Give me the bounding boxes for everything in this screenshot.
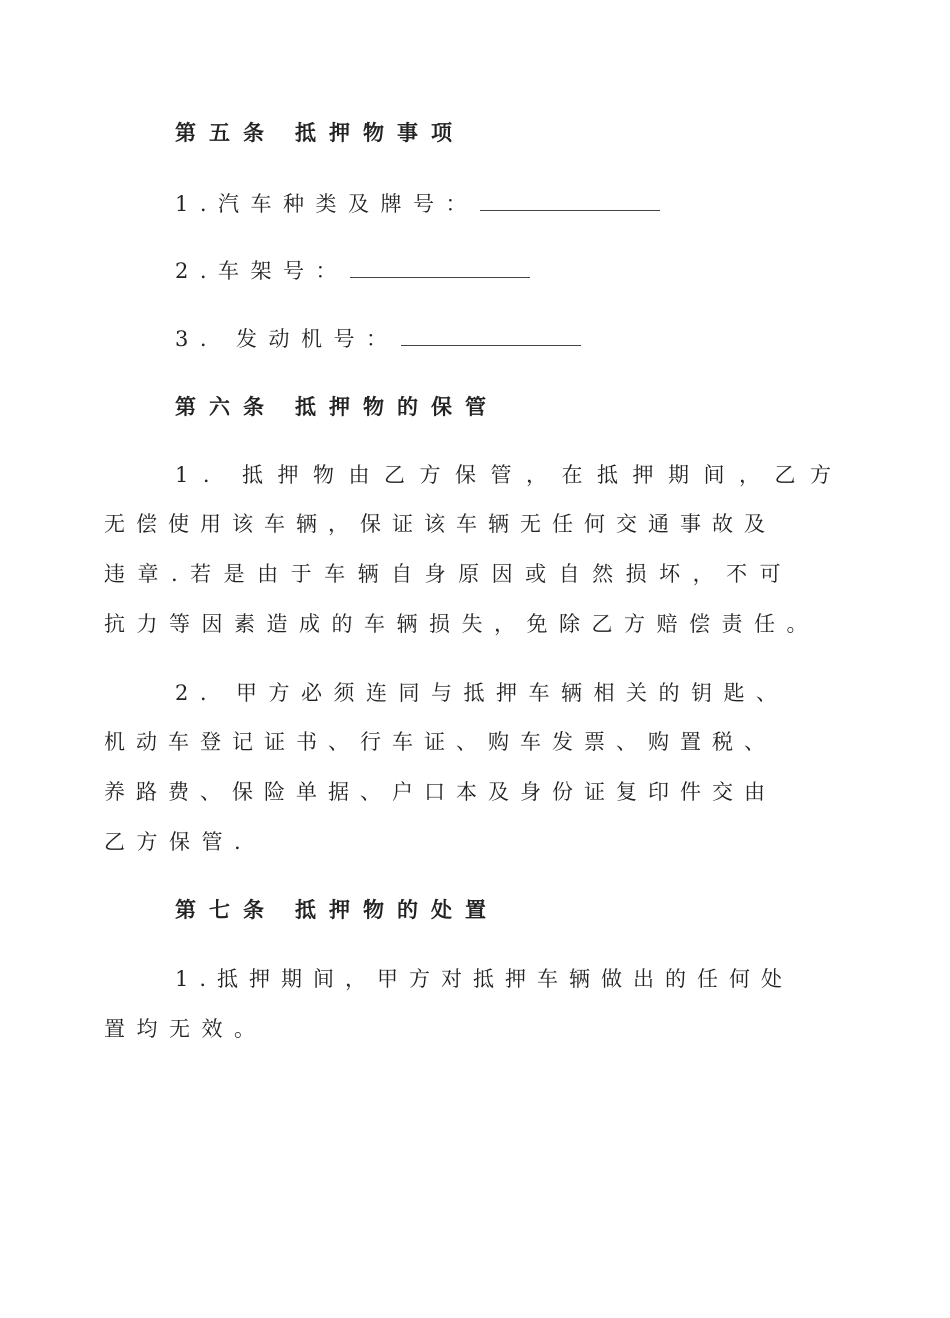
article-6-p2-line-2: 机动车登记证书、行车证、购车发票、购置税、 [104,730,776,754]
article-5-heading [175,118,945,148]
article-7-number: 第七条 [175,897,277,922]
article-6-title: 抵押物的保管 [295,394,499,419]
frame-number-blank [350,256,530,278]
article-6-p1-line-4: 抗力等因素造成的车辆损失，免除乙方赔偿责任。 [104,612,819,636]
article-6-p2-line-4: 乙方保管. [104,830,253,854]
article-6-p2-line-1 [175,678,945,708]
article-6-p2-text-1: 甲方必须连同与抵押车辆相关的钥匙、 [236,681,789,705]
article-6-number: 第六条 [175,394,277,419]
article-5-item-3 [175,324,945,354]
article-7-p1-line-2: 置均无效。 [104,1017,267,1041]
article-5-item-2 [175,256,945,286]
article-7-p1-line-1: 1.抵押期间，甲方对抵押车辆做出的任何处 [175,967,794,991]
vehicle-type-plate-blank [480,189,660,211]
article-5-number: 第五条 [175,120,277,145]
article-6-p1-number: 1. [175,463,225,487]
article-6-p1-text-1: 抵押物由乙方保管，在抵押期间，乙方 [242,463,846,487]
article-6-p1-line-2: 无偿使用该车辆，保证该车辆无任何交通事故及 [104,512,776,536]
vehicle-type-plate-label: 1.汽车种类及牌号： [175,192,479,216]
article-6-p2-line-3: 养路费、保险单据、户口本及身份证复印件交由 [104,780,776,804]
article-6-p1-line-1 [175,460,945,490]
engine-number-index: 3. [175,327,219,351]
engine-number-blank [401,324,581,346]
article-6-p1-line-3: 违章.若是由于车辆自身原因或自然损坏，不可 [104,562,794,586]
article-7-title: 抵押物的处置 [295,897,499,922]
frame-number-label: 2.车架号： [175,259,349,283]
article-5-title: 抵押物事项 [295,120,465,145]
article-6-heading [175,392,945,422]
engine-number-label: 发动机号： [236,327,399,351]
article-7-heading [175,895,945,925]
article-5-item-1 [175,189,945,219]
article-6-p2-number: 2. [175,681,219,705]
